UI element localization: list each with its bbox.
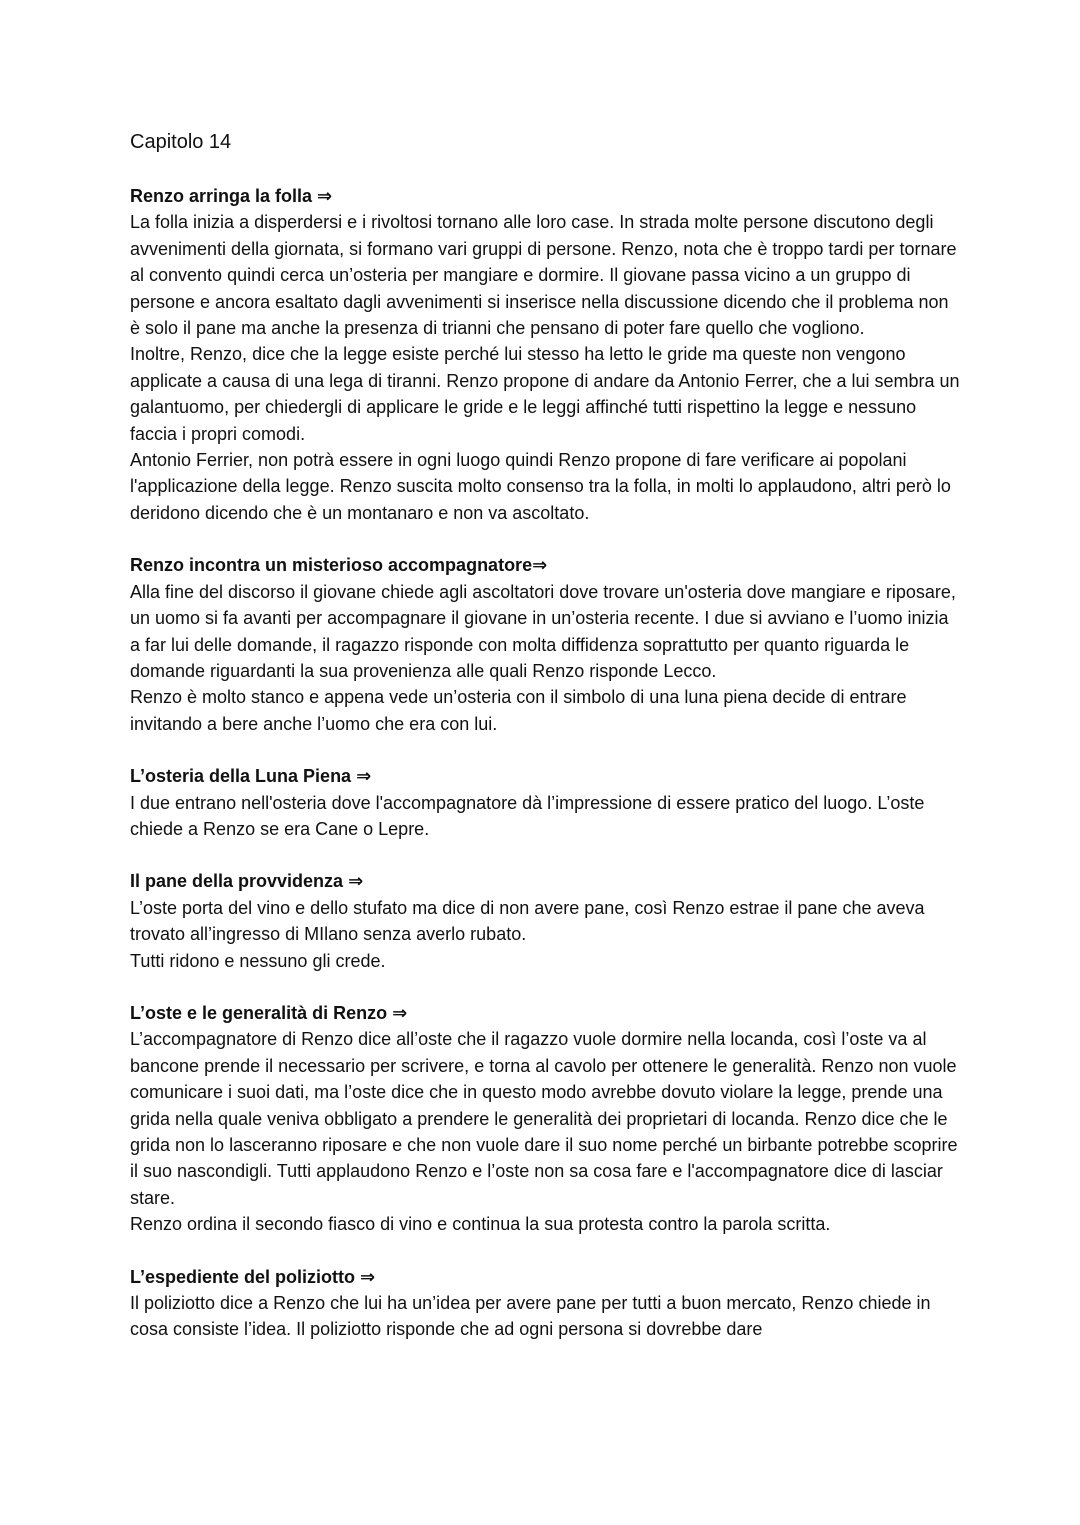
paragraph: Renzo è molto stanco e appena vede un’osteria con il simbolo di una luna piena decide di entrare invitando a bere anche l’uomo che era con lui. [130, 687, 907, 734]
section-oste-generalita [130, 1000, 960, 1238]
section-osteria-luna-piena [130, 763, 960, 842]
paragraph: Alla fine del discorso il giovane chiede agli ascoltatori dove trovare un'osteria dove mangiare e riposare, un uomo si fa avanti per accompagnare il giovane in un’osteria recente. I due si avviano e l’uomo inizia a far lui delle domande, il ragazzo risponde con molta diffidenza soprattutto per quanto riguarda le domande riguardanti la sua provenienza alle quali Renzo risponde Lecco. [130, 581, 956, 681]
section-pane-provvidenza [130, 868, 960, 974]
paragraph: Tutti ridono e nessuno gli crede. [130, 950, 386, 971]
paragraph: L’accompagnatore di Renzo dice all’oste che il ragazzo vuole dormire nella locanda, così l’oste va al bancone prende il necessario per scrivere, e torna al cavolo per ottenere le generalità. Renzo non vuole comunicare i suoi dati, ma l’oste dice che in questo modo avrebbe dovuto violare la legge, prende una grida nella quale veniva obbligato a prendere le generalità dei proprietari di locanda. Renzo dice che le grida non lo lasceranno riposare e che non vuole dare il suo nome perché un birbante potrebbe scoprire il suo nascondigli. Tutti applaudono Renzo e l’oste non sa cosa fare e l'accompagnatore dice di lasciar stare. [130, 1029, 958, 1208]
paragraph: I due entrano nell'osteria dove l'accompagnatore dà l’impressione di essere pratico del luogo. L’oste chiede a Renzo se era Cane o Lepre. [130, 792, 925, 839]
paragraph: Renzo ordina il secondo fiasco di vino e continua la sua protesta contro la parola scritta. [130, 1214, 831, 1235]
section-heading: Renzo arringa la folla ⇒ [130, 186, 333, 206]
section-renzo-arringa [130, 183, 960, 526]
section-accompagnatore [130, 552, 960, 737]
document-page [130, 128, 960, 1369]
paragraph: La folla inizia a disperdersi e i rivoltosi tornano alle loro case. In strada molte persone discutono degli avvenimenti della giornata, si formano vari gruppi di persone. Renzo, nota che è troppo tardi per tornare al convento quindi cerca un’osteria per mangiare e dormire. Il giovane passa vicino a un gruppo di persone e ancora esaltato dagli avvenimenti si inserisce nella discussione dicendo che il problema non è solo il pane ma anche la presenza di trianni che pensano di poter fare quello che vogliono. [130, 212, 957, 339]
section-heading: L’oste e le generalità di Renzo ⇒ [130, 1002, 408, 1023]
paragraph: Inoltre, Renzo, dice che la legge esiste perché lui stesso ha letto le gride ma queste non vengono applicate a causa di una lega di tiranni. Renzo propone di andare da Antonio Ferrer, che a lui sembra un galantuomo, per chiedergli di applicare le gride e le leggi affinché tutti rispettino la legge e nessuno faccia i propri comodi. [130, 344, 960, 444]
section-espediente-poliziotto [130, 1264, 960, 1343]
paragraph: L’oste porta del vino e dello stufato ma dice di non avere pane, così Renzo estrae il pane che aveva trovato all’ingresso di MIlano senza averlo rubato. [130, 897, 925, 945]
paragraph: Il poliziotto dice a Renzo che lui ha un’idea per avere pane per tutti a buon mercato, Renzo chiede in cosa consiste l’idea. Il poliziotto risponde che ad ogni persona si dovrebbe dare [130, 1293, 931, 1340]
section-heading: L’espediente del poliziotto ⇒ [130, 1266, 376, 1287]
section-heading: Il pane della provvidenza ⇒ [130, 871, 364, 892]
section-heading: L’osteria della Luna Piena ⇒ [130, 766, 372, 787]
chapter-title: Capitolo 14 [130, 131, 232, 153]
section-heading: Renzo incontra un misterioso accompagnatore⇒ [130, 555, 548, 576]
paragraph: Antonio Ferrier, non potrà essere in ogni luogo quindi Renzo propone di fare verificare ai popolani l'applicazione della legge. Renzo suscita molto consenso tra la folla, in molti lo applaudono, altri però lo deridono dicendo che è un montanaro e non va ascoltato. [130, 450, 951, 523]
